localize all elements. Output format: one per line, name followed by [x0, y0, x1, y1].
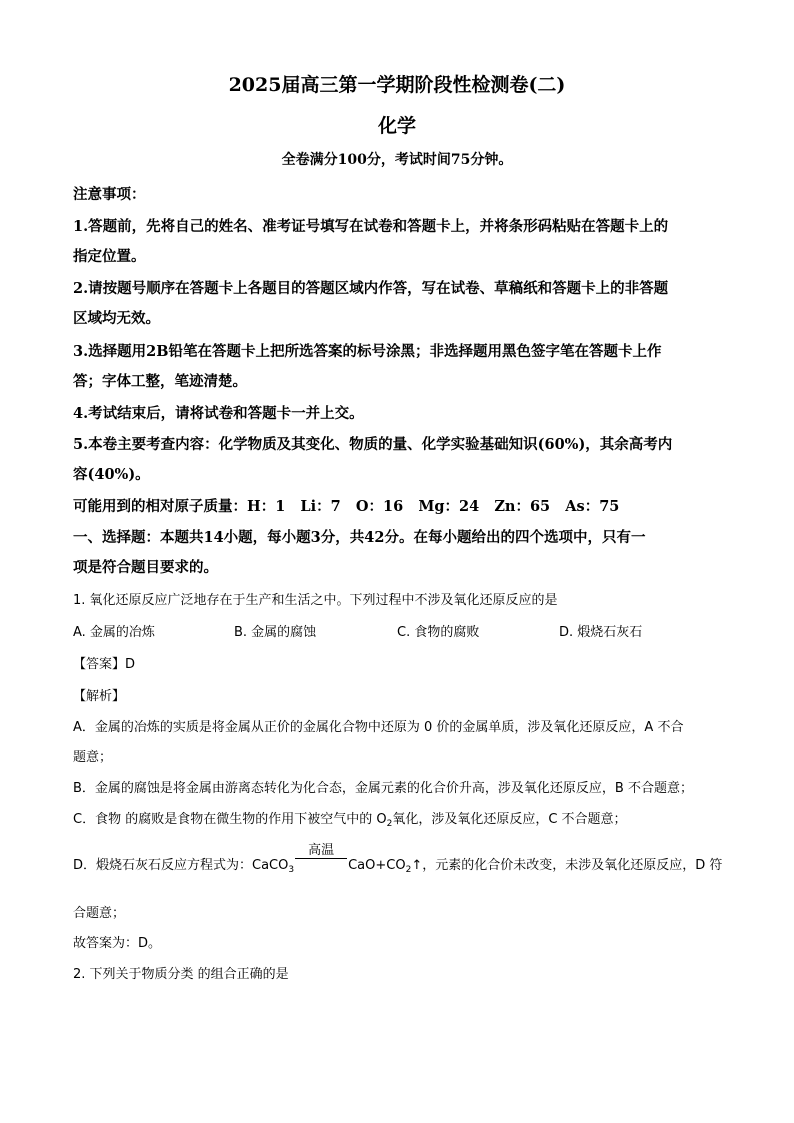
analysis-a-line-2: 题意； [73, 750, 113, 765]
note-1-line-2: 指定位置。 [73, 248, 146, 265]
analysis-c-pre: C．食物 的腐败是食物在微生物的作用下被空气中的 O [73, 812, 387, 827]
question-1-answer: 【答案】D [73, 657, 136, 672]
analysis-d-post: ↑，元素的化合价未改变，未涉及氧化还原反应，D 符 [411, 858, 723, 873]
exam-title: 2025届高三第一学期阶段性检测卷(二) [228, 74, 566, 96]
exam-info: 全卷满分100分，考试时间75分钟。 [281, 152, 513, 168]
caco3-subscript: 3 [288, 865, 295, 875]
note-3-line-2: 答；字体工整，笔迹清楚。 [73, 373, 247, 390]
reaction-arrow-line [295, 858, 347, 859]
question-2-stem: 2. 下列关于物质分类 的组合正确的是 [73, 967, 289, 982]
co2-subscript: 2 [405, 865, 412, 875]
question-1-option-c: C. 食物的腐败 [397, 625, 480, 640]
note-2-line-2: 区域均无效。 [73, 310, 160, 327]
analysis-label: 【解析】 [73, 689, 126, 704]
question-1-stem: 1. 氧化还原反应广泛地存在于生产和生活之中。下列过程中不涉及氧化还原反应的是 [73, 593, 558, 608]
question-1-option-d: D. 煅烧石灰石 [559, 625, 643, 640]
question-1-option-a: A. 金属的冶炼 [73, 625, 155, 640]
reaction-condition [295, 843, 347, 869]
o2-subscript: 2 [386, 819, 393, 829]
note-4: 4.考试结束后，请将试卷和答题卡一并上交。 [73, 405, 364, 422]
analysis-c-post: 氧化，涉及氧化还原反应，C 不合题意； [392, 812, 627, 827]
note-5-line-2: 容(40%)。 [73, 466, 150, 483]
analysis-a-line-1: A．金属的冶炼的实质是将金属从正价的金属化合物中还原为 0 价的金属单质，涉及氧化还原反应，A 不合 [73, 720, 684, 735]
question-1-option-b: B. 金属的腐蚀 [234, 625, 317, 640]
section-1-line-2: 项是符合题目要求的。 [73, 559, 218, 576]
analysis-b: B．金属的腐蚀是将金属由游离态转化为化合态，金属元素的化合价升高，涉及氧化还原反应，B 不合题意； [73, 781, 693, 796]
section-1-line-1: 一、选择题：本题共14小题，每小题3分，共42分。在每小题给出的四个选项中，只有一 [73, 529, 646, 546]
analysis-d-products: CaO+CO [348, 858, 406, 873]
analysis-d-line-1 [73, 843, 733, 875]
analysis-d-line-2: 合题意； [73, 906, 126, 921]
atomic-mass: 可能用到的相对原子质量：H：1 Li：7 O：16 Mg：24 Zn：65 As：75 [73, 498, 620, 515]
subject-title: 化学 [377, 115, 416, 137]
analysis-c [73, 808, 733, 827]
note-2-line-1: 2.请按题号顺序在答题卡上各题目的答题区域内作答，写在试卷、草稿纸和答题卡上的非答题 [73, 280, 669, 297]
reaction-condition-label: 高温 [308, 843, 335, 858]
note-1-line-1: 1.答题前，先将自己的姓名、准考证号填写在试卷和答题卡上，并将条形码粘贴在答题卡上的 [73, 218, 669, 235]
analysis-d-pre: D．煅烧石灰石反应方程式为：CaCO [73, 858, 289, 873]
note-5-line-1: 5.本卷主要考查内容：化学物质及其变化、物质的量、化学实验基础知识(60%)，其余高考内 [73, 436, 673, 453]
notes-heading: 注意事项： [73, 186, 146, 203]
question-1-conclusion: 故答案为：D。 [73, 936, 162, 951]
note-3-line-1: 3.选择题用2B铅笔在答题卡上把所选答案的标号涂黑；非选择题用黑色签字笔在答题卡上作 [73, 343, 662, 360]
